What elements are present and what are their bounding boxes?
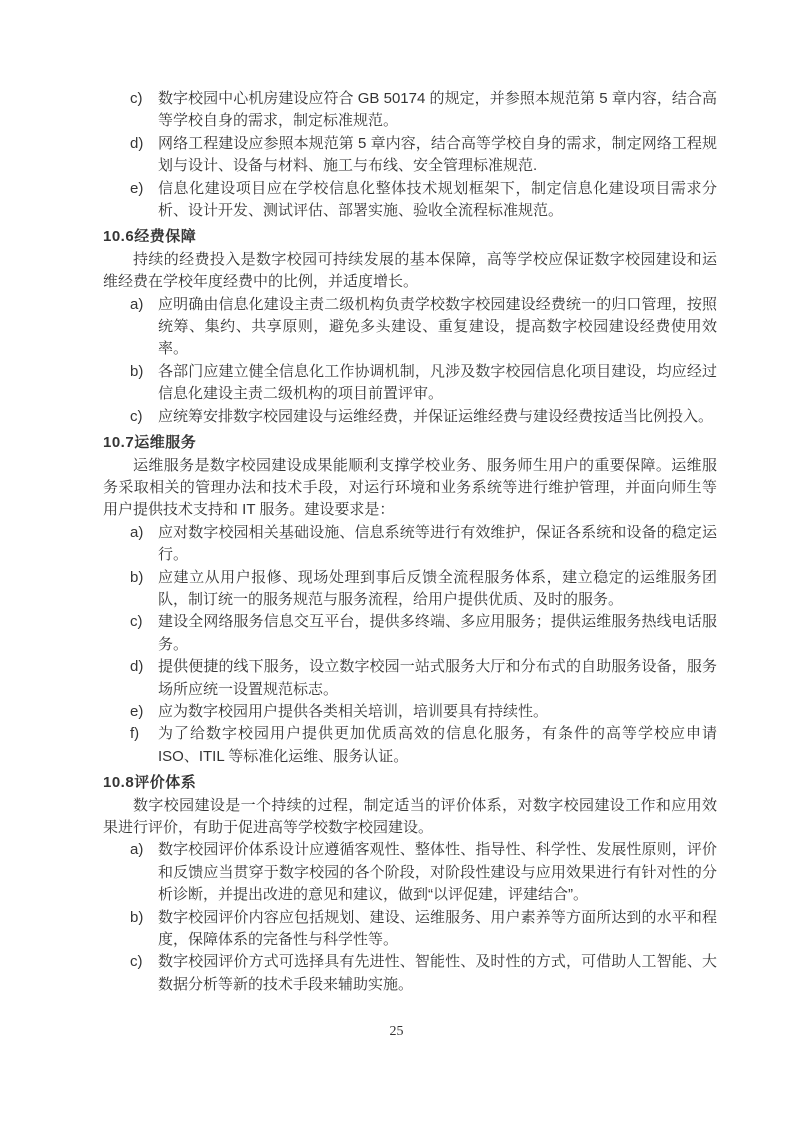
list-item-text: 网络工程建设应参照本规范第 5 章内容，结合高等学校自身的需求，制定网络工程规划与设计、设备与材料、施工与布线、安全管理标准规范. xyxy=(158,134,717,175)
list-item-marker: c) xyxy=(130,613,143,631)
list-item-text: 各部门应建立健全信息化工作协调机制，凡涉及数字校园信息化项目建设，均应经过信息化建设主责二级机构的项目前置评审。 xyxy=(158,362,717,403)
list-item xyxy=(103,567,717,612)
list-item-marker: d) xyxy=(130,658,144,676)
list-item-text: 数字校园中心机房建设应符合 GB 50174 的规定，并参照本规范第 5 章内容，结合高等学校自身的需求，制定标准规范。 xyxy=(158,90,717,130)
list-item-text: 提供便捷的线下服务，设立数字校园一站式服务大厅和分布式的自助服务设备，服务场所应统一设置规范标志。 xyxy=(158,658,717,698)
list-item xyxy=(103,907,717,952)
clause-list-top xyxy=(103,88,717,222)
list-item-marker: a) xyxy=(130,841,144,859)
section-heading-10-6: 10.6经费保障 xyxy=(103,228,197,246)
page-number: 25 xyxy=(389,1024,404,1039)
list-item xyxy=(103,951,717,996)
list-item-marker: e) xyxy=(130,702,144,720)
list-item-text: 应建立从用户报修、现场处理到事后反馈全流程服务体系，建立稳定的运维服务团队，制订统一的服务规范与服务流程，给用户提供优质、及时的服务。 xyxy=(158,568,717,608)
list-item xyxy=(103,839,717,906)
list-item-text: 信息化建设项目应在学校信息化整体技术规划框架下，制定信息化建设项目需求分析、设计开发、测试评估、部署实施、验收全流程标准规范。 xyxy=(158,179,717,220)
document-content xyxy=(103,88,717,996)
list-item xyxy=(103,611,717,656)
clause-list-10-8 xyxy=(103,839,717,996)
list-item xyxy=(103,522,717,567)
list-item-marker: c) xyxy=(130,953,143,971)
list-item-text: 数字校园评价内容应包括规划、建设、运维服务、用户素养等方面所达到的水平和程度，保障体系的完备性与科学性等。 xyxy=(158,908,717,949)
list-item-marker: c) xyxy=(130,407,143,425)
list-item-text: 数字校园评价方式可选择具有先进性、智能性、及时性的方式，可借助人工智能、大数据分析等新的技术手段来辅助实施。 xyxy=(158,953,717,993)
section-heading-10-7: 10.7运维服务 xyxy=(103,434,197,452)
section-intro-10-6: 持续的经费投入是数字校园可持续发展的基本保障，高等学校应保证数字校园建设和运维经费在学校年度经费中的比例，并适度增长。 xyxy=(103,250,717,291)
list-item xyxy=(103,178,717,223)
list-item xyxy=(103,656,717,701)
list-item-marker: a) xyxy=(130,523,144,541)
list-item-text: 为了给数字校园用户提供更加优质高效的信息化服务，有条件的高等学校应申请 ISO、ITIL 等标准化运维、服务认证。 xyxy=(158,725,717,765)
list-item-text: 数字校园评价体系设计应遵循客观性、整体性、指导性、科学性、发展性原则，评价和反馈应当贯穿于数字校园的各个阶段，对阶段性建设与应用效果进行有针对性的分析诊断，并提出改进的意见和建议，做到“以评促建，评建结合”。 xyxy=(158,841,717,904)
list-item-text: 应为数字校园用户提供各类相关培训，培训要具有持续性。 xyxy=(158,702,549,720)
section-heading-10-8: 10.8评价体系 xyxy=(103,774,197,792)
list-item xyxy=(103,701,717,723)
list-item-marker: a) xyxy=(130,295,144,313)
list-item-text: 建设全网络服务信息交互平台，提供多终端、多应用服务；提供运维服务热线电话服务。 xyxy=(158,613,717,653)
list-item xyxy=(103,88,717,133)
list-item-marker: c) xyxy=(130,90,143,107)
list-item-marker: f) xyxy=(130,725,140,743)
section-intro-10-7: 运维服务是数字校园建设成果能顺利支撑学校业务、服务师生用户的重要保障。运维服务采取相关的管理办法和技术手段，对运行环境和业务系统等进行维护管理，并面向师生等用户提供技术支持和 IT 服务。建设要求是： xyxy=(103,456,717,519)
list-item xyxy=(103,133,717,178)
list-item-marker: b) xyxy=(130,362,144,380)
clause-list-10-6 xyxy=(103,294,717,428)
list-item-marker: b) xyxy=(130,568,144,586)
list-item-marker: e) xyxy=(130,179,144,197)
list-item-text: 应统筹安排数字校园建设与运维经费，并保证运维经费与建设经费按适当比例投入。 xyxy=(158,407,714,425)
list-item xyxy=(103,723,717,768)
list-item-text: 应明确由信息化建设主责二级机构负责学校数字校园建设经费统一的归口管理，按照统筹、集约、共享原则，避免多头建设、重复建设，提高数字校园建设经费使用效率。 xyxy=(158,295,717,358)
list-item xyxy=(103,361,717,406)
list-item xyxy=(103,406,717,428)
list-item-text: 应对数字校园相关基础设施、信息系统等进行有效维护，保证各系统和设备的稳定运行。 xyxy=(158,523,717,564)
clause-list-10-7 xyxy=(103,522,717,768)
list-item xyxy=(103,294,717,361)
section-intro-10-8: 数字校园建设是一个持续的过程，制定适当的评价体系，对数字校园建设工作和应用效果进行评价，有助于促进高等学校数字校园建设。 xyxy=(103,796,717,836)
list-item-marker: b) xyxy=(130,908,144,926)
list-item-marker: d) xyxy=(130,134,144,152)
